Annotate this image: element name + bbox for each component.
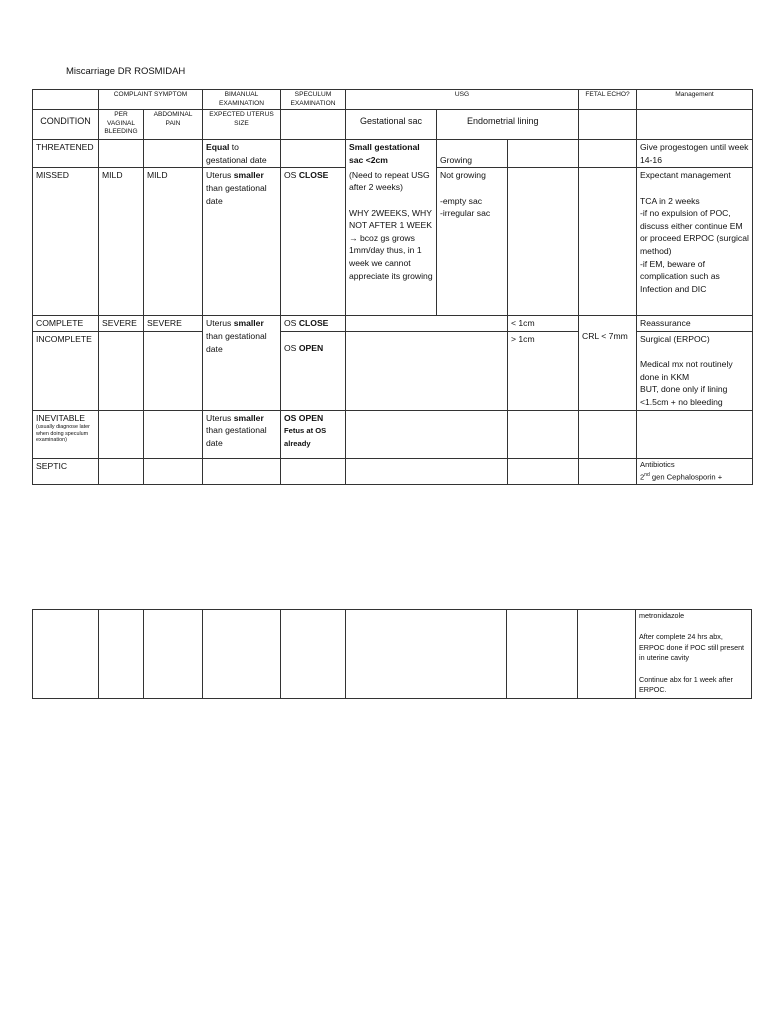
cont-bimanual [203,610,281,699]
inevitable-abdo [144,410,203,458]
missed-abdo: MILD [144,168,203,316]
header-usg: USG [346,90,579,110]
missed-bimanual: Uterus smaller than gestational date [203,168,281,316]
header-fetal-echo: FETAL ECHO? [579,90,637,110]
gestational-sac-shared: Small gestational sac <2cm [346,140,437,168]
header-speculum-blank [281,110,346,140]
incomplete-fetal-echo: CRL < 7mm [579,316,637,410]
incomplete-abdo [144,331,203,410]
incomplete-speculum: OS OPEN [281,331,346,410]
inevitable-lining [508,410,579,458]
inevitable-bimanual: Uterus smaller than gestational date [203,410,281,458]
septic-abdo [144,458,203,484]
cont-fetal [578,610,636,699]
missed-speculum: OS CLOSE [281,168,346,316]
threatened-pv [99,140,144,168]
threatened-growth: Growing [437,140,508,168]
septic-usg [346,458,508,484]
document-title: Miscarriage DR ROSMIDAH [66,66,186,77]
incomplete-usg [346,331,508,410]
header-endometrial-lining: Endometrial lining [437,110,579,140]
missed-management: Expectant management TCA in 2 weeks -if no expulsion of POC, discuss either continue EM or proceed ERPOC (surgical method) -if EM, beware of complication such as Infection and DIC [637,168,753,316]
header-abdominal-pain: ABDOMINAL PAIN [144,110,203,140]
header-management: Management [637,90,753,110]
continuation-table [32,609,752,699]
missed-lining [508,168,579,316]
complete-speculum: OS CLOSE [281,316,346,332]
header-complaint-symptom: COMPLAINT SYMPTOM [99,90,203,110]
septic-pv [99,458,144,484]
threatened-speculum [281,140,346,168]
inevitable-condition: INEVITABLE (usually diagnose later when doing speculum examination) [33,410,99,458]
missed-usg-growth: Not growing -empty sac -irregular sac [437,168,508,316]
cont-abdo [144,610,203,699]
cont-usg [346,610,507,699]
incomplete-condition: INCOMPLETE [33,331,99,410]
threatened-fetal [579,140,637,168]
septic-management: Antibiotics 2nd gen Cephalosporin + [637,458,753,484]
inevitable-pv [99,410,144,458]
cont-pv [99,610,144,699]
complete-pv: SEVERE [99,316,144,332]
complete-usg [346,316,508,332]
cont-condition [33,610,99,699]
header-expected-uterus-size: EXPECTED UTERUS SIZE [203,110,281,140]
inevitable-management [637,410,753,458]
header-fetal-blank [579,110,637,140]
septic-lining [508,458,579,484]
cont-lining [507,610,578,699]
missed-fetal [579,168,637,316]
septic-bimanual [203,458,281,484]
header-management-blank [637,110,753,140]
complete-lining: < 1cm [508,316,579,332]
threatened-abdo [144,140,203,168]
threatened-bimanual: Equal to gestational date [203,140,281,168]
header-blank [33,90,99,110]
missed-condition: MISSED [33,168,99,316]
incomplete-lining: > 1cm [508,331,579,410]
inevitable-fetal [579,410,637,458]
incomplete-pv [99,331,144,410]
header-condition: CONDITION [33,110,99,140]
complete-incomplete-bimanual: Uterus smaller than gestational date [203,316,281,410]
miscarriage-table [32,89,753,485]
septic-condition: SEPTIC [33,458,99,484]
header-gestational-sac: Gestational sac [346,110,437,140]
header-pv-bleeding: PER VAGINAL BLEEDING [99,110,144,140]
missed-usg-note: (Need to repeat USG after 2 weeks) WHY 2WEEKS, WHY NOT AFTER 1 WEEK → bcoz gs grows 1mm/day thus, in 1 week we cannot appreciate its growing [346,168,437,316]
septic-speculum [281,458,346,484]
septic-fetal [579,458,637,484]
threatened-management: Give progestogen until week 14-16 [637,140,753,168]
inevitable-speculum: OS OPEN Fetus at OS already [281,410,346,458]
header-speculum: SPECULUM EXAMINATION [281,90,346,110]
complete-abdo: SEVERE [144,316,203,332]
cont-management: metronidazole After complete 24 hrs abx, ERPOC done if POC still present in uterine cavity Continue abx for 1 week after ERPOC. [636,610,752,699]
threatened-lining [508,140,579,168]
complete-condition: COMPLETE [33,316,99,332]
inevitable-usg [346,410,508,458]
missed-pv: MILD [99,168,144,316]
cont-speculum [281,610,346,699]
threatened-condition: THREATENED [33,140,99,168]
incomplete-management: Surgical (ERPOC) Medical mx not routinely done in KKM BUT, done only if lining <1.5cm + no bleeding [637,331,753,410]
complete-management: Reassurance [637,316,753,332]
inevitable-note: (usually diagnose later when doing speculum examination) [36,424,90,444]
header-bimanual: BIMANUAL EXAMINATION [203,90,281,110]
